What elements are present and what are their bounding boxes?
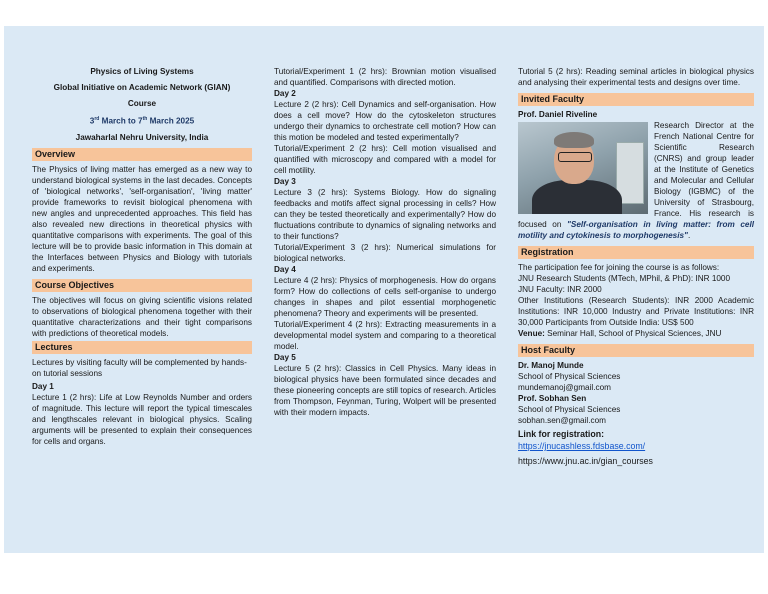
invited-name: Prof. Daniel Riveline xyxy=(518,110,598,119)
lectures-intro: Lectures by visiting faculty will be complemented by hands-on tutorial sessions xyxy=(32,357,247,378)
host-1-name: Dr. Manoj Munde xyxy=(518,361,584,370)
day-1-label: Day 1 xyxy=(32,381,54,391)
registration-link-label: Link for registration: xyxy=(518,429,605,439)
registration-venue xyxy=(518,328,754,339)
venue-label: Venue: xyxy=(518,329,545,338)
course-venue: Jawaharlal Nehru University, India xyxy=(75,132,209,142)
day-4-label: Day 4 xyxy=(274,265,296,274)
day-2-lecture: Lecture 2 (2 hrs): Cell Dynamics and self-organisation. How does a cell move? How do the cytoskeleton structures undergo their dynamics to orchestrate cell motion? How can this motion be modeled and tested experimentally? xyxy=(274,100,496,142)
gian-site-link[interactable]: https://www.jnu.ac.in/gian_courses xyxy=(518,456,653,466)
day-2-label: Day 2 xyxy=(274,89,296,98)
day-3-lecture: Lecture 3 (2 hrs): Systems Biology. How do signaling feedbacks and motifs affect signal processing in cells? How can they be tested theoretically and experimentally? How do fluctuations contribute to dynamics of signaling networks and to their functions? xyxy=(274,188,496,241)
day-3-label: Day 3 xyxy=(274,177,296,186)
registration-line-2: JNU Research Students (MTech, MPhil, & PhD): INR 1000 xyxy=(518,274,731,283)
faculty-photo xyxy=(518,122,648,214)
venue-text: Seminar Hall, School of Physical Sciences, JNU xyxy=(544,329,722,338)
invited-bio-block xyxy=(518,120,754,241)
overview-text: The Physics of living matter has emerged as a new way to understand biological systems in the last decades. Concepts of 'biological networks', 'self-organisation', 'living matter' provide frameworks to revisit biological phenomena with new angles and unprecedented approaches. This field has also revealed new directions in theoretical physics with quantitative comparisons with experiments. The goal of this lecture will be to provide basic information in This domain at the Interfaces between Physics and Biology with tutorials and experiments. xyxy=(32,164,252,273)
day-5-lecture: Lecture 5 (2 hrs): Classics in Cell Physics. Many ideas in biological physics have been formulated since decades and these pioneering concepts are still topics of research. Articles from Thompson, Feynman, Turing, Wolpert will be presented with their modern impacts. xyxy=(274,364,496,417)
lectures-heading: Lectures xyxy=(32,341,252,354)
host-1-email[interactable]: mundemanoj@gmail.com xyxy=(518,383,611,392)
day-2-tutorial: Tutorial/Experiment 2 (2 hrs): Cell motion visualised and quantified with microscopy and compared with a model for cell motility. xyxy=(274,144,496,175)
photo-glasses xyxy=(558,152,592,162)
registration-line-3: JNU Faculty: INR 2000 xyxy=(518,285,602,294)
invited-bio-text: Research Director at the French National Centre for Scientific Research (CNRS) and group leader at the Institute of Genetics and Molecular and Cellular Biology (IGBMC) of the University of Strasbourg, France. His research is focused on xyxy=(518,121,754,229)
day-3-tutorial: Tutorial/Experiment 3 (2 hrs): Numerical simulations for biological networks. xyxy=(274,243,496,263)
column-left xyxy=(32,66,252,447)
photo-hair xyxy=(554,132,594,148)
day-1-lecture: Lecture 1 (2 hrs): Life at Low Reynolds Number and orders of magnitude. This lecture will report the typical timescales and lengthscales relevant in biological physics. Scaling arguments will be presented to explain their consequences for cells and organs. xyxy=(32,392,252,446)
invited-focus: "Self-organisation in living matter: from cell motility and cytokinesis to morphogenesis" xyxy=(518,220,755,240)
invited-end: . xyxy=(687,231,691,240)
host-2-dept: School of Physical Sciences xyxy=(518,405,621,414)
host-heading: Host Faculty xyxy=(518,344,754,357)
registration-line-1: The participation fee for joining the course is as follows: xyxy=(518,263,720,272)
registration-heading: Registration xyxy=(518,246,754,259)
registration-line-4: Other Institutions (Research Students): INR 2000 Academic Institutions: INR 10,000 Industry and Private Institutions: INR 30,000 Participants from Outside India: US$ 500 xyxy=(518,296,754,327)
host-1-dept: School of Physical Sciences xyxy=(518,372,621,381)
course-dates: 3rd March to 7th March 2025 xyxy=(89,116,195,126)
course-program: Global Initiative on Academic Network (GIAN) xyxy=(53,83,231,92)
course-type: Course xyxy=(127,99,157,108)
course-header xyxy=(32,66,252,143)
overview-heading: Overview xyxy=(32,148,252,161)
host-2-email[interactable]: sobhan.sen@gmail.com xyxy=(518,416,606,425)
brochure-panel xyxy=(4,26,764,553)
objectives-text: The objectives will focus on giving scientific visions related to observations of biological phenomena together with their quantitative characterizations and their tight comparisons with predictions of theoretical models. xyxy=(32,295,252,338)
photo-body xyxy=(532,180,622,214)
day-4-lecture: Lecture 4 (2 hrs): Physics of morphogenesis. How do organs form? How do collections of cells self-organise to undergo changes in shapes and pilot essential morphogenetic phenomena? Theory and experiments will be presented. xyxy=(274,276,496,318)
course-title: Physics of Living Systems xyxy=(90,67,194,76)
invited-heading: Invited Faculty xyxy=(518,93,754,106)
day-4-tutorial: Tutorial/Experiment 4 (2 hrs): Extracting measurements in a developmental model system and comparing to a theoretical model. xyxy=(274,320,496,351)
day-5-tutorial: Tutorial 5 (2 hrs): Reading seminal articles in biological physics and analysing their experimental tests and designs over time. xyxy=(518,67,754,87)
day-5-label: Day 5 xyxy=(274,353,296,362)
day-1-tutorial: Tutorial/Experiment 1 (2 hrs): Brownian motion visualised and quantified. Comparisons with directed motion. xyxy=(274,67,496,87)
registration-link[interactable]: https://jnucashless.fdsbase.com/ xyxy=(518,441,646,451)
objectives-heading: Course Objectives xyxy=(32,279,252,292)
host-2-name: Prof. Sobhan Sen xyxy=(518,394,587,403)
column-right xyxy=(518,66,754,467)
column-middle xyxy=(274,66,496,418)
